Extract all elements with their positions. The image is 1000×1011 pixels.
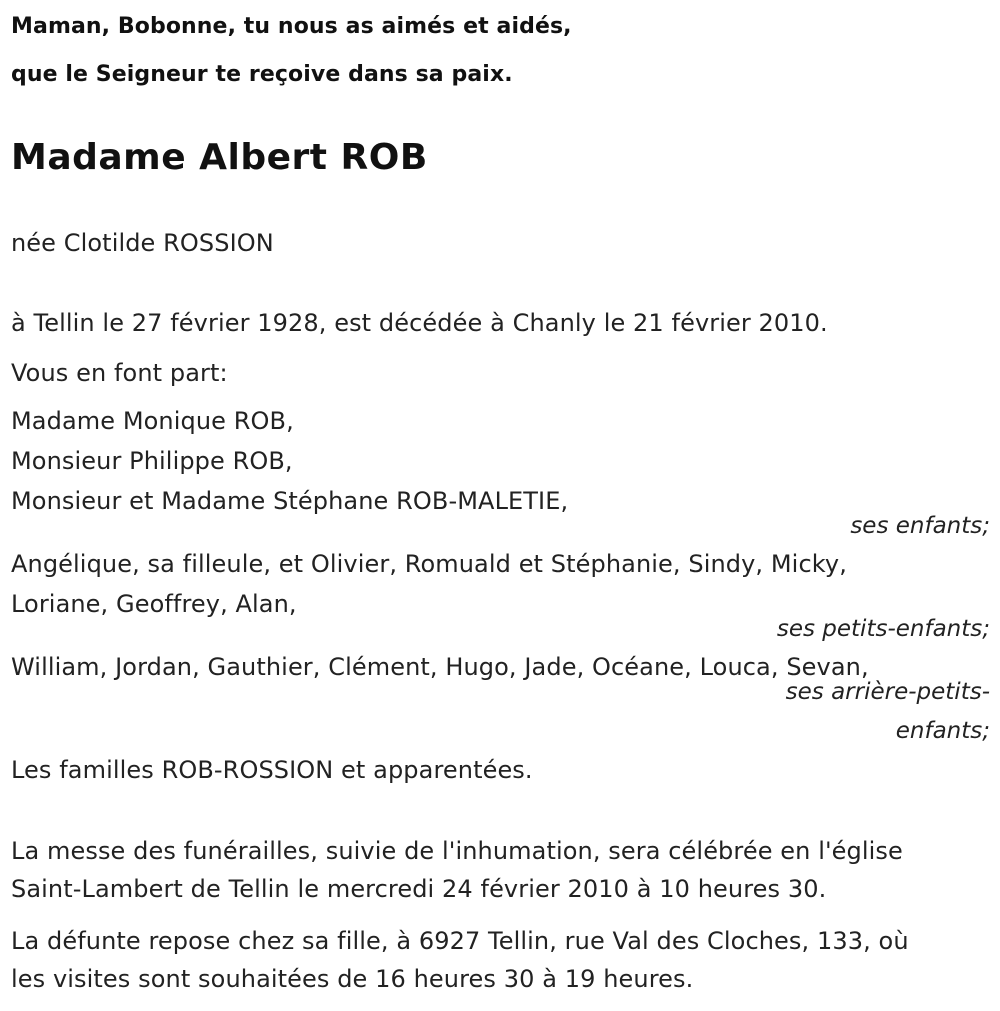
birth-name: née Clotilde ROSSION: [11, 229, 274, 257]
deceased-name: Madame Albert ROB: [11, 137, 428, 178]
verse-line-1: Maman, Bobonne, tu nous as aimés et aidés,: [11, 14, 572, 39]
announcement-intro: Vous en font part:: [11, 359, 228, 387]
funeral-line-2: Saint-Lambert de Tellin le mercredi 24 février 2010 à 10 heures 30.: [11, 875, 827, 903]
child-name: Madame Monique ROB,: [11, 407, 294, 435]
grandchildren-line-1: Angélique, sa filleule, et Olivier, Romuald et Stéphanie, Sindy, Micky,: [11, 550, 847, 578]
children-role-label: ses enfants;: [850, 513, 990, 539]
great-grandchildren-role-label-2: enfants;: [895, 718, 990, 744]
great-grandchildren-line: William, Jordan, Gauthier, Clément, Hugo, Jade, Océane, Louca, Sevan,: [11, 653, 869, 681]
verse-line-2: que le Seigneur te reçoive dans sa paix.: [11, 62, 513, 87]
child-name: Monsieur Philippe ROB,: [11, 447, 293, 475]
families-line: Les familles ROB-ROSSION et apparentées.: [11, 756, 533, 784]
grandchildren-line-2: Loriane, Geoffrey, Alan,: [11, 590, 297, 618]
visitation-line-1: La défunte repose chez sa fille, à 6927 Tellin, rue Val des Cloches, 133, où: [11, 927, 909, 955]
visitation-line-2: les visites sont souhaitées de 16 heures 30 à 19 heures.: [11, 965, 694, 993]
child-name: Monsieur et Madame Stéphane ROB-MALETIE,: [11, 487, 569, 515]
birth-death-dates: à Tellin le 27 février 1928, est décédée à Chanly le 21 février 2010.: [11, 309, 828, 337]
funeral-line-1: La messe des funérailles, suivie de l'inhumation, sera célébrée en l'église: [11, 837, 903, 865]
great-grandchildren-role-label-1: ses arrière-petits-: [785, 679, 990, 705]
grandchildren-role-label: ses petits-enfants;: [776, 616, 990, 642]
